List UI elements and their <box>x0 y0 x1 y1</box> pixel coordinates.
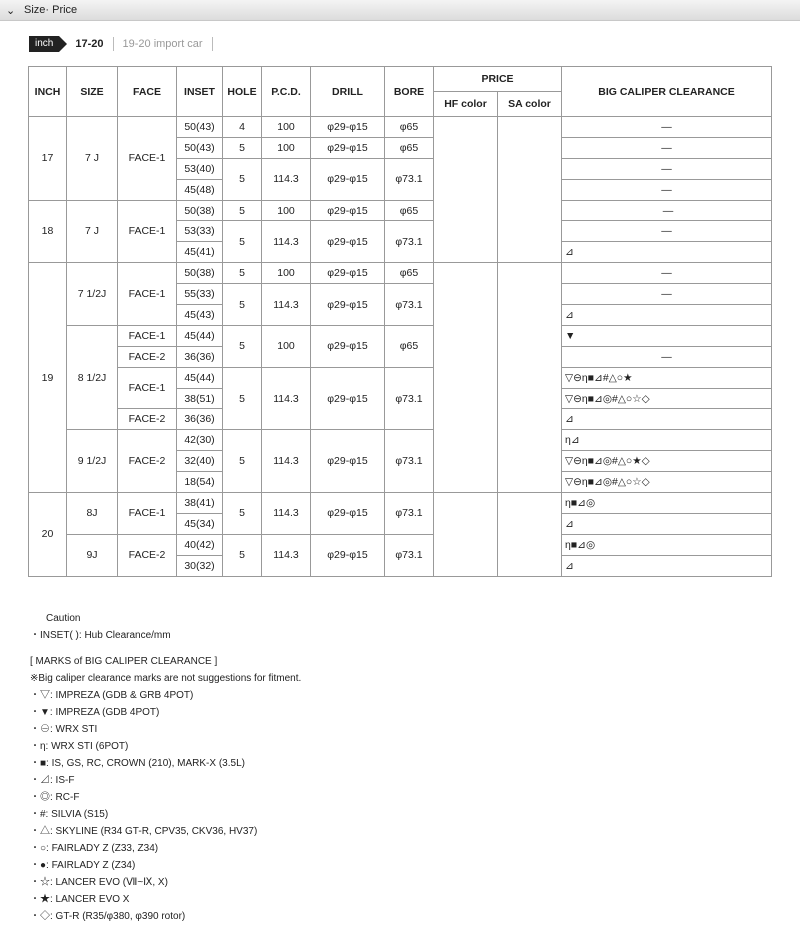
cell-clearance: η■⊿◎ <box>562 534 772 555</box>
col-hole: HOLE <box>223 67 262 117</box>
col-sa-color: SA color <box>498 92 562 117</box>
cell-face: FACE-1 <box>118 325 177 346</box>
col-bore: BORE <box>385 67 434 117</box>
cell-hole: 5 <box>223 263 262 284</box>
col-hf-color: HF color <box>434 92 498 117</box>
cell-drill: φ29-φ15 <box>311 137 385 158</box>
col-pcd: P.C.D. <box>262 67 311 117</box>
cell-size: 7 1/2J <box>67 263 118 326</box>
table-row <box>29 117 772 138</box>
cell-clearance: ▽⊖η■⊿#△○★ <box>562 367 772 388</box>
tab-17-20[interactable]: 17-20 <box>75 37 113 51</box>
cell-inset: 45(44) <box>177 325 223 346</box>
cell-clearance: — <box>562 284 772 305</box>
mark-item: ・⊖: WRX STI <box>30 724 98 735</box>
cell-drill: φ29-φ15 <box>311 367 385 430</box>
inset-note: ・INSET( ): Hub Clearance/mm <box>30 630 171 641</box>
cell-inset: 55(33) <box>177 284 223 305</box>
cell-face: FACE-1 <box>118 263 177 326</box>
cell-drill: φ29-φ15 <box>311 534 385 576</box>
col-face: FACE <box>118 67 177 117</box>
cell-inch: 19 <box>29 263 67 493</box>
cell-drill: φ29-φ15 <box>311 430 385 493</box>
cell-hf-price <box>434 493 498 577</box>
cell-hole: 5 <box>223 493 262 535</box>
mark-item: ・◎: RC-F <box>30 792 80 803</box>
cell-inset: 38(51) <box>177 388 223 409</box>
cell-inset: 45(48) <box>177 179 223 200</box>
col-clearance: BIG CALIPER CLEARANCE <box>562 67 772 117</box>
cell-clearance: ▼ <box>562 325 772 346</box>
cell-bore: φ65 <box>385 117 434 138</box>
cell-clearance: ▽⊖η■⊿◎#△○★◇ <box>562 451 772 472</box>
table-row <box>29 325 772 346</box>
cell-inset: 32(40) <box>177 451 223 472</box>
mark-item: ・△: SKYLINE (R34 GT-R, CPV35, CKV36, HV37) <box>30 826 258 837</box>
section-header[interactable] <box>0 0 800 21</box>
cell-inset: 38(41) <box>177 493 223 514</box>
cell-inch: 18 <box>29 200 67 263</box>
table-row <box>29 534 772 555</box>
cell-size: 9J <box>67 534 118 576</box>
cell-clearance: ▽⊖η■⊿◎#△○☆◇ <box>562 472 772 493</box>
cell-drill: φ29-φ15 <box>311 221 385 263</box>
cell-bore: φ73.1 <box>385 221 434 263</box>
cell-inset: 50(38) <box>177 263 223 284</box>
cell-inset: 36(36) <box>177 346 223 367</box>
cell-size: 9 1/2J <box>67 430 118 493</box>
cell-size: 8J <box>67 493 118 535</box>
cell-hole: 4 <box>223 117 262 138</box>
cell-pcd: 114.3 <box>262 367 311 430</box>
cell-clearance: — <box>562 263 772 284</box>
cell-clearance: ⊿ <box>562 555 772 576</box>
cell-clearance: ⊿ <box>562 242 772 263</box>
unit-label: inch <box>29 36 59 52</box>
cell-hole: 5 <box>223 284 262 326</box>
cell-face: FACE-2 <box>118 430 177 493</box>
cell-drill: φ29-φ15 <box>311 263 385 284</box>
cell-bore: φ73.1 <box>385 430 434 493</box>
cell-bore: φ73.1 <box>385 493 434 535</box>
cell-bore: φ73.1 <box>385 158 434 200</box>
cell-clearance: — <box>562 200 772 221</box>
cell-pcd: 100 <box>262 137 311 158</box>
cell-inset: 40(42) <box>177 534 223 555</box>
cell-hole: 5 <box>223 325 262 367</box>
cell-inset: 50(38) <box>177 200 223 221</box>
cell-face: FACE-2 <box>118 534 177 576</box>
cell-clearance: — <box>562 117 772 138</box>
cell-pcd: 114.3 <box>262 493 311 535</box>
cell-clearance: ⊿ <box>562 305 772 326</box>
mark-item: ・▽: IMPREZA (GDB & GRB 4POT) <box>30 690 194 701</box>
cell-size: 7 J <box>67 200 118 263</box>
cell-hole: 5 <box>223 200 262 221</box>
cell-hole: 5 <box>223 158 262 200</box>
cell-size: 8 1/2J <box>67 325 118 429</box>
mark-item: ・○: FAIRLADY Z (Z33, Z34) <box>30 843 159 854</box>
table-row <box>29 200 772 221</box>
cell-pcd: 100 <box>262 263 311 284</box>
cell-inset: 50(43) <box>177 117 223 138</box>
cell-bore: φ73.1 <box>385 534 434 576</box>
table-row <box>29 493 772 514</box>
table-row <box>29 430 772 451</box>
cell-drill: φ29-φ15 <box>311 284 385 326</box>
cell-clearance: ⊿ <box>562 513 772 534</box>
cell-drill: φ29-φ15 <box>311 493 385 535</box>
mark-item: ・◇: GT-R (R35/φ380, φ390 rotor) <box>30 911 186 922</box>
mark-item: ・■: IS, GS, RC, CROWN (210), MARK-X (3.5L) <box>30 758 245 769</box>
table-row <box>29 367 772 388</box>
cell-clearance: — <box>562 179 772 200</box>
cell-face: FACE-1 <box>118 367 177 409</box>
cell-clearance: — <box>562 221 772 242</box>
tab-bar <box>29 36 213 52</box>
cell-face: FACE-1 <box>118 117 177 201</box>
cell-face: FACE-2 <box>118 346 177 367</box>
cell-clearance: η⊿ <box>562 430 772 451</box>
cell-inset: 45(41) <box>177 242 223 263</box>
cell-clearance: — <box>562 158 772 179</box>
cell-hf-price <box>434 117 498 263</box>
cell-bore: φ65 <box>385 200 434 221</box>
cell-sa-price <box>498 263 562 493</box>
mark-item: ・●: FAIRLADY Z (Z34) <box>30 860 136 871</box>
cell-clearance: η■⊿◎ <box>562 493 772 514</box>
cell-pcd: 114.3 <box>262 284 311 326</box>
cell-pcd: 114.3 <box>262 221 311 263</box>
table-row <box>29 263 772 284</box>
notes-section <box>30 610 301 925</box>
cell-pcd: 114.3 <box>262 158 311 200</box>
mark-item: ・★: LANCER EVO X <box>30 894 130 905</box>
cell-inset: 53(40) <box>177 158 223 179</box>
size-price-table <box>28 66 772 577</box>
cell-bore: φ65 <box>385 325 434 367</box>
cell-hole: 5 <box>223 430 262 493</box>
cell-pcd: 114.3 <box>262 534 311 576</box>
tab-import-car[interactable]: 19-20 import car <box>114 37 213 51</box>
mark-item: ・⊿: IS-F <box>30 775 75 786</box>
cell-drill: φ29-φ15 <box>311 200 385 221</box>
cell-hole: 5 <box>223 137 262 158</box>
cell-inset: 50(43) <box>177 137 223 158</box>
cell-face: FACE-2 <box>118 409 177 430</box>
cell-inch: 17 <box>29 117 67 201</box>
cell-bore: φ73.1 <box>385 367 434 430</box>
col-size: SIZE <box>67 67 118 117</box>
cell-inset: 36(36) <box>177 409 223 430</box>
cell-drill: φ29-φ15 <box>311 325 385 367</box>
col-price: PRICE <box>434 67 562 92</box>
cell-inch: 20 <box>29 493 67 577</box>
cell-drill: φ29-φ15 <box>311 158 385 200</box>
cell-hf-price <box>434 263 498 493</box>
mark-item: ・#: SILVIA (S15) <box>30 809 109 820</box>
mark-item: ・☆: LANCER EVO (Ⅶ~Ⅸ, X) <box>30 877 168 888</box>
col-inch: INCH <box>29 67 67 117</box>
cell-inset: 42(30) <box>177 430 223 451</box>
cell-inset: 45(34) <box>177 513 223 534</box>
mark-item: ・▼: IMPREZA (GDB 4POT) <box>30 707 160 718</box>
cell-bore: φ73.1 <box>385 284 434 326</box>
cell-drill: φ29-φ15 <box>311 117 385 138</box>
cell-clearance: — <box>562 137 772 158</box>
cell-hole: 5 <box>223 367 262 430</box>
col-drill: DRILL <box>311 67 385 117</box>
cell-inset: 53(33) <box>177 221 223 242</box>
cell-sa-price <box>498 493 562 577</box>
chevron-down-icon: ⌄ <box>6 4 16 17</box>
cell-bore: φ65 <box>385 263 434 284</box>
marks-disclaimer: ※Big caliper clearance marks are not suggestions for fitment. <box>30 673 302 684</box>
marks-title: [ MARKS of BIG CALIPER CLEARANCE ] <box>30 656 218 667</box>
cell-bore: φ65 <box>385 137 434 158</box>
cell-hole: 5 <box>223 221 262 263</box>
cell-sa-price <box>498 117 562 263</box>
cell-pcd: 100 <box>262 117 311 138</box>
cell-face: FACE-1 <box>118 200 177 263</box>
cell-inset: 18(54) <box>177 472 223 493</box>
cell-inset: 45(44) <box>177 367 223 388</box>
cell-pcd: 114.3 <box>262 430 311 493</box>
cell-inset: 30(32) <box>177 555 223 576</box>
cell-size: 7 J <box>67 117 118 201</box>
section-title: Size· Price <box>24 4 78 16</box>
cell-face: FACE-1 <box>118 493 177 535</box>
cell-pcd: 100 <box>262 325 311 367</box>
col-inset: INSET <box>177 67 223 117</box>
cell-clearance: ⊿ <box>562 409 772 430</box>
mark-item: ・η: WRX STI (6POT) <box>30 741 129 752</box>
cell-hole: 5 <box>223 534 262 576</box>
cell-inset: 45(43) <box>177 305 223 326</box>
cell-clearance: — <box>562 346 772 367</box>
cell-pcd: 100 <box>262 200 311 221</box>
caution-label: Caution <box>46 613 81 624</box>
cell-clearance: ▽⊖η■⊿◎#△○☆◇ <box>562 388 772 409</box>
